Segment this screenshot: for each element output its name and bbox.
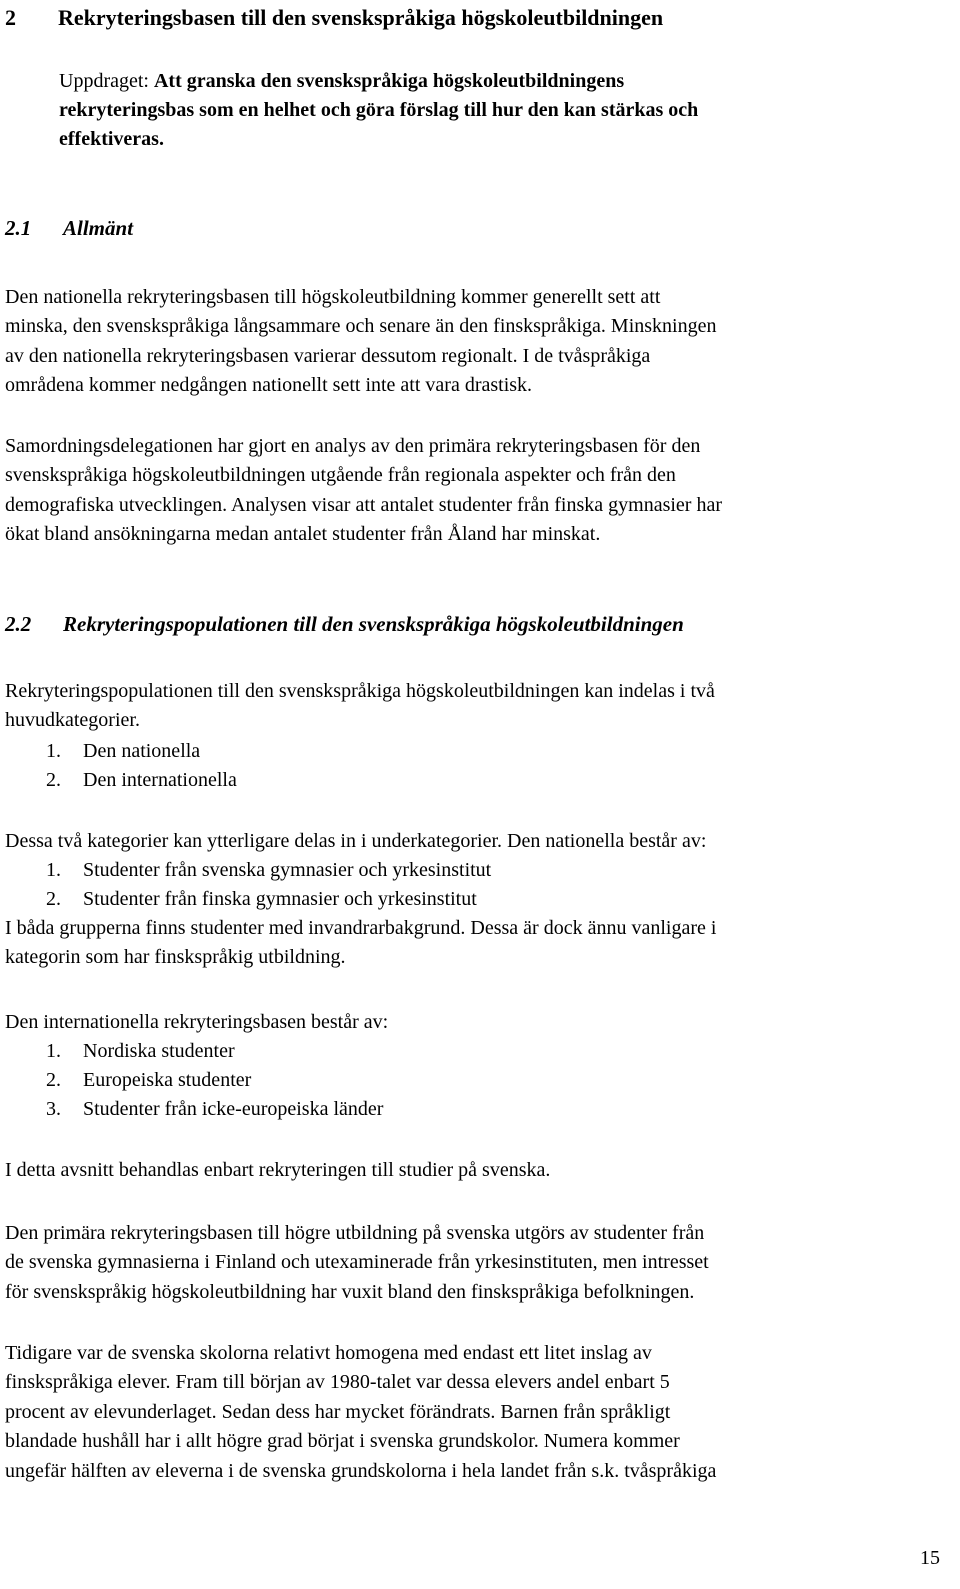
paragraph — [5, 677, 715, 736]
list-text: Nordiska studenter — [83, 1040, 235, 1062]
paragraph-line: ungefär hälften av eleverna i de svenska grundskolorna i hela landet från s.k. tvåspråkiga — [5, 1459, 717, 1482]
paragraph-line: ökat bland ansökningarna medan antalet studenter från Åland har minskat. — [5, 523, 601, 546]
list-text: Europeiska studenter — [83, 1069, 252, 1091]
list-item — [46, 766, 446, 795]
paragraph-line: I båda grupperna finns studenter med invandrarbakgrund. Dessa är dock ännu vanligare i — [5, 917, 717, 939]
paragraph — [5, 1339, 716, 1486]
assignment-line: rekryteringsbas som en helhet och göra förslag till hur den kan stärkas och — [59, 99, 699, 121]
paragraph-line: finskspråkiga elever. Fram till början av 1980-talet var dessa elevers andel enbart 5 — [5, 1371, 670, 1394]
list-item — [46, 856, 746, 885]
list-item — [46, 737, 446, 766]
list-number: 1. — [46, 1040, 61, 1062]
section-2-1-heading — [5, 214, 405, 242]
paragraph — [5, 1008, 388, 1037]
paragraph-line: huvudkategorier. — [5, 709, 140, 732]
list-number: 2. — [46, 888, 61, 910]
assignment-line: effektiveras. — [59, 128, 164, 150]
assignment-line: Att granska den svenskspråkiga högskoleutbildningens — [153, 70, 625, 92]
paragraph-line: procent av elevunderlaget. Sedan dess har mycket förändrats. Barnen från språkligt — [5, 1400, 671, 1423]
list-text: Studenter från icke-europeiska länder — [83, 1098, 384, 1120]
paragraph-line: svenskspråkiga högskoleutbildningen utgående från regionala aspekter och från den — [5, 464, 676, 487]
section-number: 2.1 — [5, 216, 32, 240]
list-number: 1. — [46, 859, 61, 881]
paragraph-line: blandade hushåll har i allt högre grad börjat i svenska grundskolor. Numera kommer — [5, 1430, 680, 1453]
section-title: Rekryteringspopulationen till den svenskspråkiga högskoleutbildningen — [63, 612, 684, 636]
list-number: 1. — [46, 740, 61, 762]
paragraph-line: demografiska utvecklingen. Analysen visar att antalet studenter från finska gymnasier har — [5, 493, 722, 516]
list-number: 2. — [46, 1069, 61, 1091]
section-2-2-heading — [5, 610, 925, 638]
paragraph — [5, 283, 716, 401]
section-title: Allmänt — [63, 216, 134, 240]
list-item — [46, 1037, 646, 1066]
paragraph-line: Rekryteringspopulationen till den svenskspråkiga högskoleutbildningen kan indelas i två — [5, 680, 715, 702]
assignment-label: Uppdraget: — [59, 70, 154, 92]
list-text: Den internationella — [83, 769, 237, 791]
paragraph-line: av den nationella rekryteringsbasen varierar dessutom regionalt. I de tvåspråkiga — [5, 344, 651, 367]
section-number: 2.2 — [5, 612, 32, 636]
list-number: 2. — [46, 769, 61, 791]
paragraph-line: Den primära rekryteringsbasen till högre utbildning på svenska utgörs av studenter från — [5, 1222, 705, 1244]
paragraph-line: I detta avsnitt behandlas enbart rekryteringen till studier på svenska. — [5, 1159, 551, 1181]
paragraph — [5, 914, 716, 973]
paragraph-line: Den nationella rekryteringsbasen till högskoleutbildning kommer generellt sett att — [5, 286, 661, 308]
list-text: Den nationella — [83, 740, 201, 762]
paragraph — [5, 1156, 550, 1185]
paragraph — [5, 1219, 709, 1307]
paragraph — [5, 827, 706, 856]
chapter-number: 2 — [5, 5, 16, 30]
assignment-block — [59, 67, 698, 154]
chapter-title: Rekryteringsbasen till den svenskspråkiga högskoleutbildningen — [58, 5, 664, 30]
paragraph-line: Dessa två kategorier kan ytterligare delas in i underkategorier. Den nationella består av: — [5, 830, 707, 852]
paragraph-line: Den internationella rekryteringsbasen består av: — [5, 1011, 389, 1033]
paragraph-line: minska, den svenskspråkiga långsammare och senare än den finskspråkiga. Minskningen — [5, 315, 717, 338]
page-number: 15 — [920, 1547, 940, 1569]
list-item — [46, 1066, 646, 1095]
paragraph-line: kategorin som har finskspråkig utbildning. — [5, 946, 346, 969]
paragraph-line: Tidigare var de svenska skolorna relativt homogena med endast ett litet inslag av — [5, 1342, 652, 1364]
chapter-heading — [5, 4, 905, 32]
list-text: Studenter från svenska gymnasier och yrkesinstitut — [83, 859, 492, 881]
paragraph-line: för svenskspråkig högskoleutbildning har vuxit bland den finskspråkiga befolkningen. — [5, 1280, 695, 1303]
list-text: Studenter från finska gymnasier och yrkesinstitut — [83, 888, 477, 910]
list-item — [46, 1095, 646, 1124]
list-number: 3. — [46, 1098, 61, 1120]
list-item — [46, 885, 746, 914]
paragraph-line: Samordningsdelegationen har gjort en analys av den primära rekryteringsbasen för den — [5, 435, 701, 457]
paragraph-line: de svenska gymnasierna i Finland och utexaminerade från yrkesinstituten, men intresset — [5, 1251, 709, 1274]
paragraph — [5, 432, 722, 550]
paragraph-line: områdena kommer nedgången nationellt sett inte att vara drastisk. — [5, 374, 533, 397]
